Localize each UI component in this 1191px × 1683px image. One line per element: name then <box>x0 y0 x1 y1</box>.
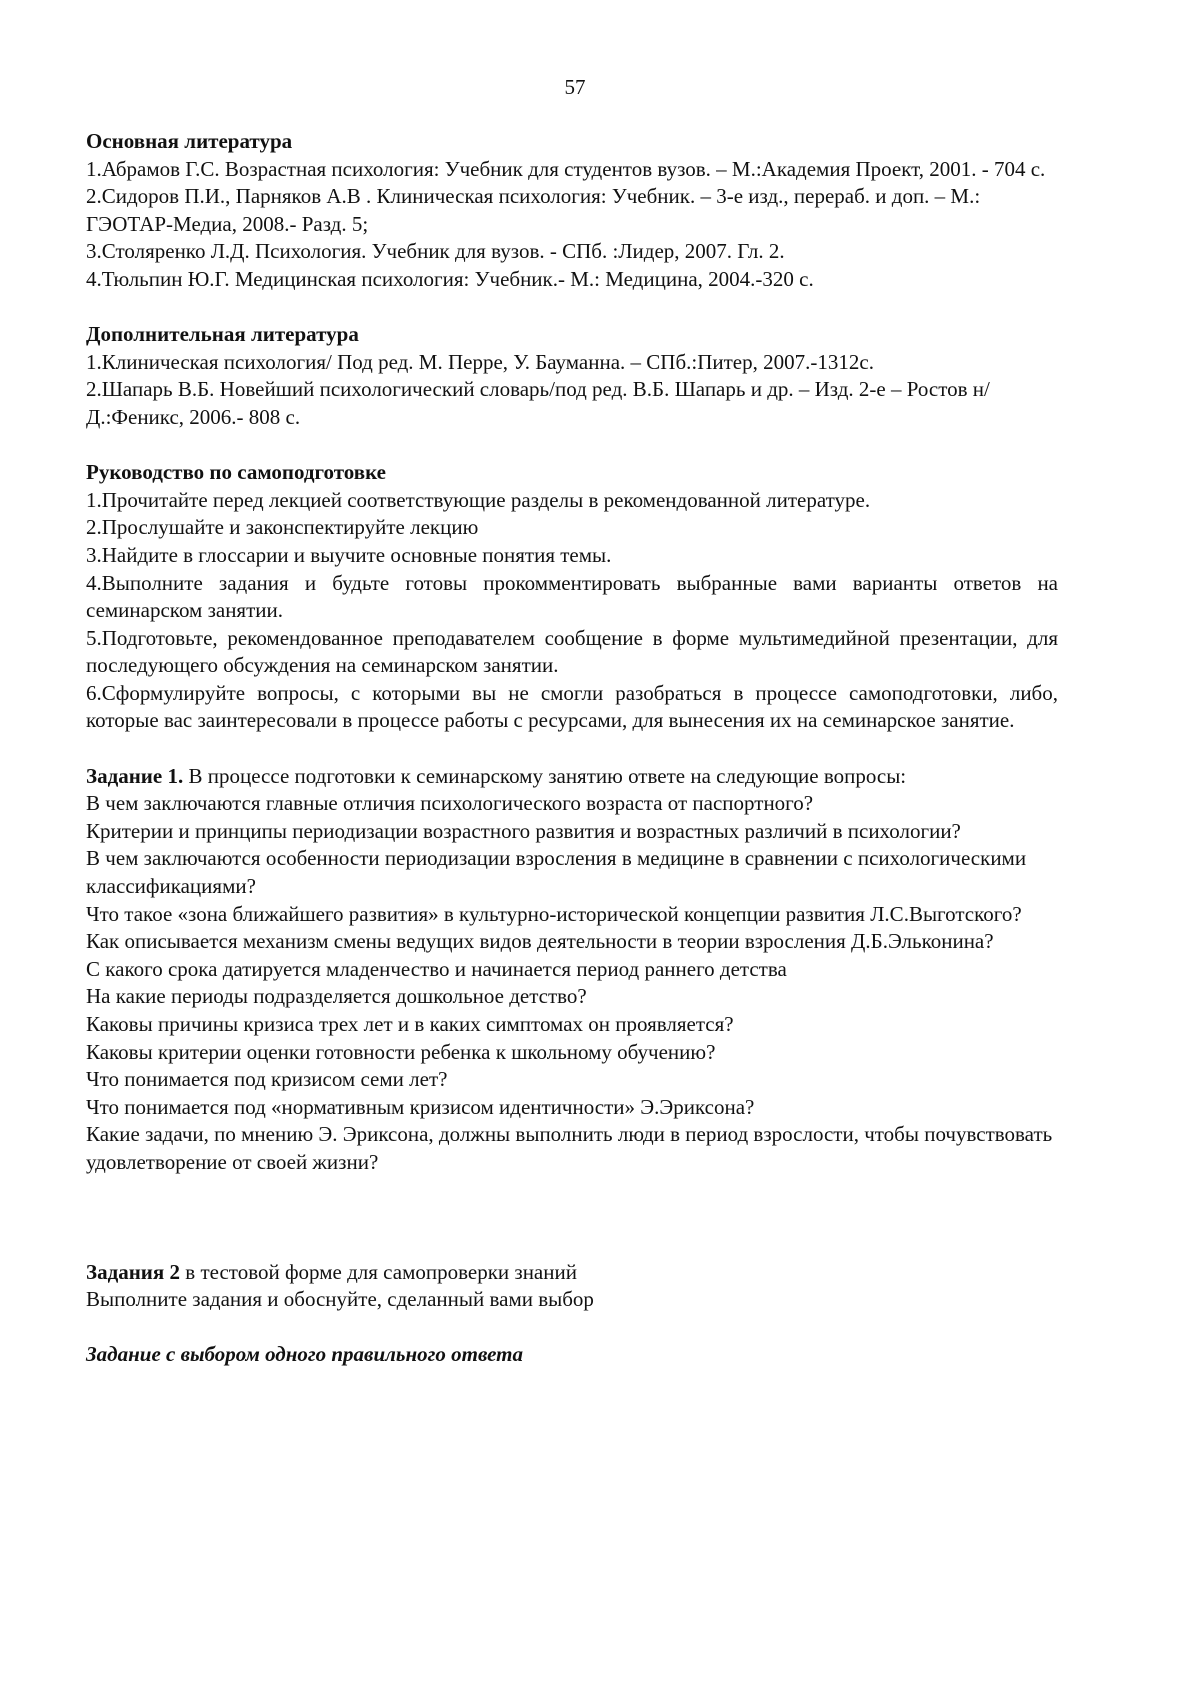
task2-intro: в тестовой форме для самопроверки знаний <box>180 1259 577 1284</box>
page-number: 57 <box>564 75 586 99</box>
task2-instruction: Выполните задания и обоснуйте, сделанный вами выбор <box>86 1287 594 1312</box>
self-study-item: 5.Подготовьте, рекомендованное преподавателем сообщение в форме мультимедийной презентации, для последующего обсуждения на семинарском занятии. <box>86 625 1058 678</box>
task1-question: В чем заключаются особенности периодизации взросления в медицине в сравнении с психологическими классификациями? <box>86 846 1027 899</box>
additional-literature-heading: Дополнительная литература <box>86 322 359 347</box>
main-literature-item: 3.Столяренко Л.Д. Психология. Учебник для вузов. - СПб. :Лидер, 2007. Гл. 2. <box>86 239 785 264</box>
main-literature-section <box>86 128 1058 294</box>
self-study-item: 3.Найдите в глоссарии и выучите основные понятия темы. <box>86 542 612 567</box>
main-literature-item: 4.Тюльпин Ю.Г. Медицинская психология: Учебник.- М.: Медицина, 2004.-320 с. <box>86 266 814 291</box>
self-study-heading: Руководство по самоподготовке <box>86 460 386 485</box>
task1-question: В чем заключаются главные отличия психологического возраста от паспортного? <box>86 791 814 816</box>
task1-question: Что понимается под кризисом семи лет? <box>86 1067 448 1092</box>
task1-label: Задание 1. <box>86 763 184 788</box>
task1-question: Что такое «зона ближайшего развития» в культурно-исторической концепции развития Л.С.Выготского? <box>86 901 1022 926</box>
task2-intro-line <box>86 1259 1058 1287</box>
additional-literature-section <box>86 321 1058 431</box>
self-study-section <box>86 459 1058 735</box>
task1-question: На какие периоды подразделяется дошкольное детство? <box>86 984 587 1009</box>
task1-question: Критерии и принципы периодизации возрастного развития и возрастных различий в психологии? <box>86 818 961 843</box>
self-study-item: 4.Выполните задания и будьте готовы прокомментировать выбранные вами варианты ответов на семинарском занятии. <box>86 570 1058 623</box>
task2-subheading: Задание с выбором одного правильного ответа <box>86 1342 523 1367</box>
additional-literature-item: 1.Клиническая психология/ Под ред. М. Перре, У. Бауманна. – СПб.:Питер, 2007.-1312с. <box>86 349 874 374</box>
task1-question: Каковы причины кризиса трех лет и в каких симптомах он проявляется? <box>86 1012 734 1036</box>
self-study-item: 1.Прочитайте перед лекцией соответствующие разделы в рекомендованной литературе. <box>86 487 871 512</box>
main-literature-item: 2.Сидоров П.И., Парняков А.В . Клиническая психология: Учебник. – 3-е изд., перераб. и доп. – М.: ГЭОТАР-Медиа, 2008.- Разд. 5; <box>86 184 981 236</box>
additional-literature-item: 2.Шапарь В.Б. Новейший психологический словарь/под ред. В.Б. Шапарь и др. – Изд. 2-е – Ростов н/Д.:Феникс, 2006.- 808 с. <box>86 377 990 429</box>
task2-label: Задания 2 <box>86 1259 181 1284</box>
task1-question: Что понимается под «нормативным кризисом идентичности» Э.Эриксона? <box>86 1094 755 1119</box>
task1-question: Как описывается механизм смены ведущих видов деятельности в теории взросления Д.Б.Эльконина? <box>86 929 994 954</box>
main-literature-heading: Основная литература <box>86 129 293 153</box>
page-content <box>86 128 1058 1369</box>
task1-intro: В процессе подготовки к семинарскому занятию ответе на следующие вопросы: <box>183 763 907 788</box>
self-study-item: 2.Прослушайте и законспектируйте лекцию <box>86 515 479 540</box>
task1-question: С какого срока датируется младенчество и начинается период раннего детства <box>86 956 787 981</box>
task1-section <box>86 763 1058 1177</box>
task1-question: Какие задачи, по мнению Э. Эриксона, должны выполнить люди в период взрослости, чтобы почувствовать удовлетворение от своей жизни? <box>86 1122 1053 1174</box>
self-study-item: 6.Сформулируйте вопросы, с которыми вы не смогли разобраться в процессе самоподготовки, либо, которые вас заинтересовали в процессе работы с ресурсами, для вынесения их на семинарское занятие. <box>86 680 1058 733</box>
task1-question: Каковы критерии оценки готовности ребенка к школьному обучению? <box>86 1039 716 1064</box>
main-literature-item: 1.Абрамов Г.С. Возрастная психология: Учебник для студентов вузов. – М.:Академия Проект, 2001. - 704 с. <box>86 156 1046 181</box>
task1-intro-line <box>86 763 1058 791</box>
task2-section <box>86 1259 1058 1369</box>
